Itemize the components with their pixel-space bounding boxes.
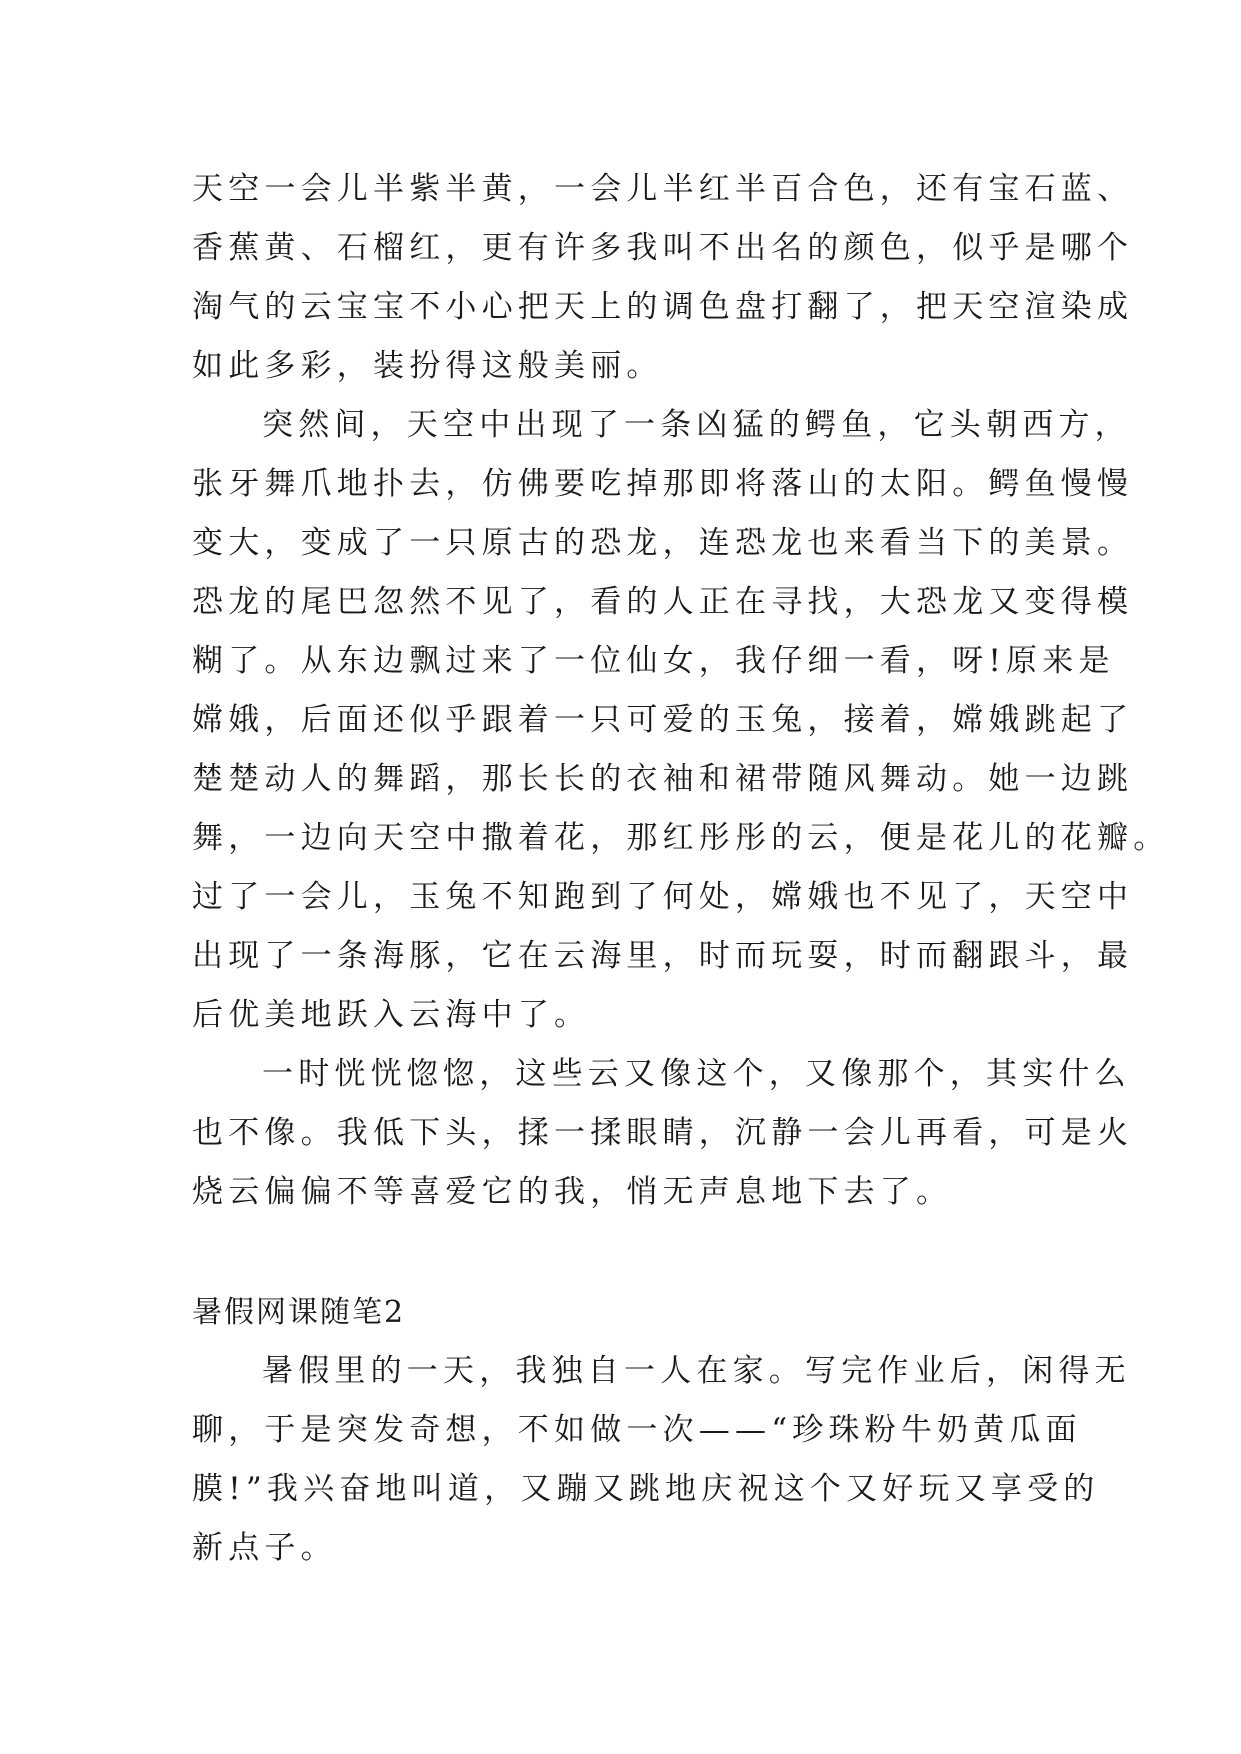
text-line: 过了一会儿，玉兔不知跑到了何处，嫦娥也不见了，天空中 <box>192 879 1134 915</box>
text-line: 烧云偏偏不等喜爱它的我，悄无声息地下去了。 <box>192 1174 953 1210</box>
text-line: 楚楚动人的舞蹈，那长长的衣袖和裙带随风舞动。她一边跳 <box>192 761 1134 797</box>
text-line: 恐龙的尾巴忽然不见了，看的人正在寻找，大恐龙又变得模 <box>192 584 1134 620</box>
text-line: 也不像。我低下头，揉一揉眼睛，沉静一会儿再看，可是火 <box>192 1115 1134 1151</box>
text-line: 突然间，天空中出现了一条凶猛的鳄鱼，它头朝西方， <box>262 407 1131 443</box>
text-line: 一时恍恍惚惚，这些云又像这个，又像那个，其实什么 <box>262 1056 1131 1092</box>
paragraph <box>192 160 1134 396</box>
text-line: 舞，一边向天空中撒着花，那红彤彤的云，便是花儿的花瓣。 <box>192 820 1170 856</box>
document-body <box>192 160 1170 1578</box>
text-line: 糊了。从东边飘过来了一位仙女，我仔细一看，呀!原来是 <box>192 643 1115 679</box>
paragraph <box>192 396 1170 1045</box>
section-heading: 暑假网课随笔2 <box>192 1295 406 1330</box>
text-line: 嫦娥，后面还似乎跟着一只可爱的玉兔，接着，嫦娥跳起了 <box>192 702 1134 738</box>
text-line: 变大，变成了一只原古的恐龙，连恐龙也来看当下的美景。 <box>192 525 1134 561</box>
text-line: 暑假里的一天，我独自一人在家。写完作业后，闲得无 <box>262 1353 1131 1389</box>
text-line: 香蕉黄、石榴红，更有许多我叫不出名的颜色，似乎是哪个 <box>192 230 1134 266</box>
text-line: 天空一会儿半紫半黄，一会儿半红半百合色，还有宝石蓝、 <box>192 171 1134 207</box>
text-line: 新点子。 <box>192 1530 337 1566</box>
paragraph <box>192 1045 1134 1222</box>
text-line: 后优美地跃入云海中了。 <box>192 997 591 1033</box>
text-line: 聊，于是突发奇想，不如做一次——“珍珠粉牛奶黄瓜面 <box>192 1412 1082 1448</box>
paragraph <box>192 1342 1131 1578</box>
text-line: 出现了一条海豚，它在云海里，时而玩耍，时而翻跟斗，最 <box>192 938 1134 974</box>
text-line: 淘气的云宝宝不小心把天上的调色盘打翻了，把天空渲染成 <box>192 289 1134 325</box>
text-line: 膜!”我兴奋地叫道，又蹦又跳地庆祝这个又好玩又享受的 <box>192 1471 1100 1507</box>
text-line: 张牙舞爪地扑去，仿佛要吃掉那即将落山的太阳。鳄鱼慢慢 <box>192 466 1134 502</box>
text-line: 如此多彩，装扮得这般美丽。 <box>192 348 663 384</box>
